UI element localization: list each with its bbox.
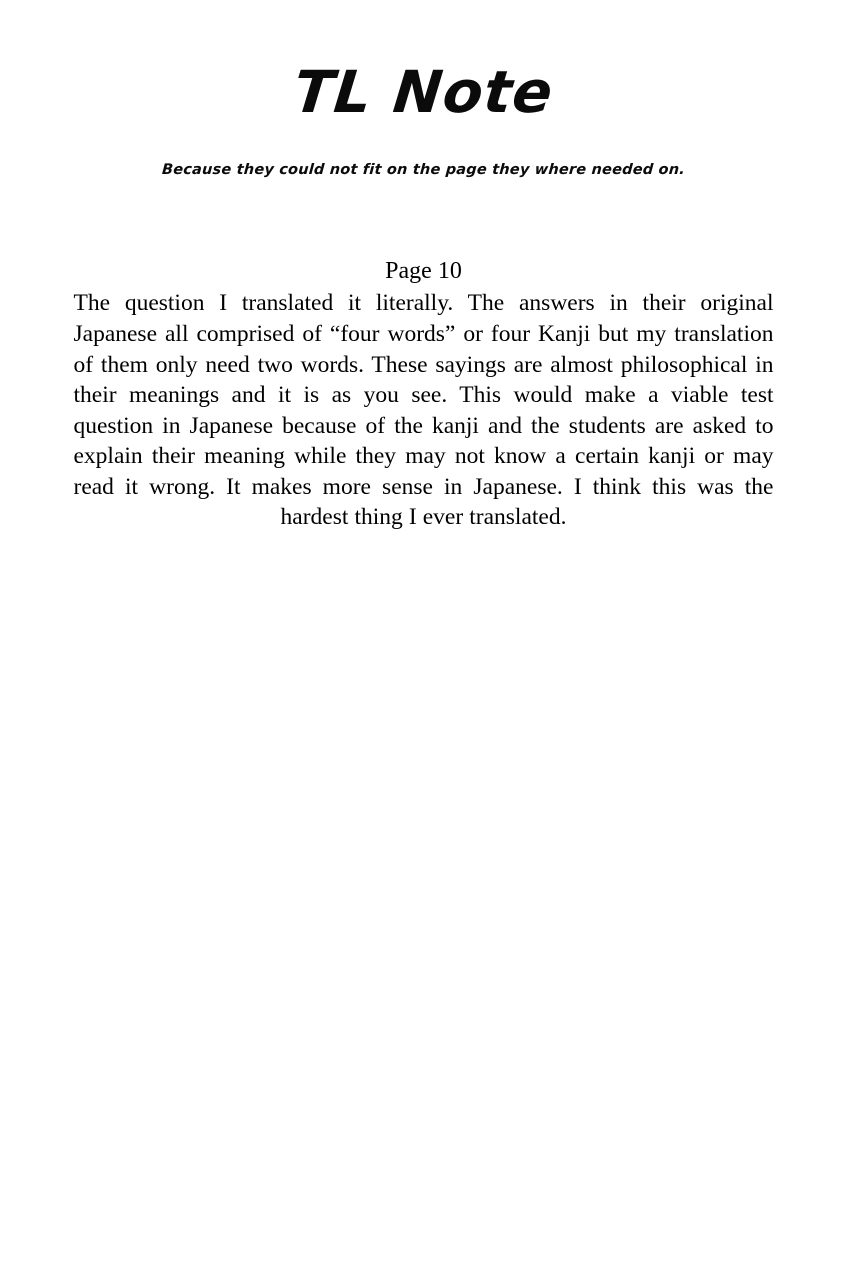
note-paragraph: The question I translated it literally. The answers in their original Japanese all comprised of “four words” or four Kanji but my translation of them only need two words. These sayings are almost philosophical in their meanings and it is as you see. This would make a viable test question in Japanese because of the kanji and the students are asked to explain their meaning while they may not know a certain kanji or may read it wrong. It makes more sense in Japanese. I think this was the hardest thing I ever translated.: [73, 290, 774, 531]
note-body: [74, 256, 774, 533]
page-title: TL Note: [290, 58, 557, 126]
page-subtitle: Because they could not fit on the page they where needed on.: [161, 161, 686, 178]
page-reference-label: Page 10: [385, 257, 462, 284]
tl-note-page: [0, 58, 847, 1262]
